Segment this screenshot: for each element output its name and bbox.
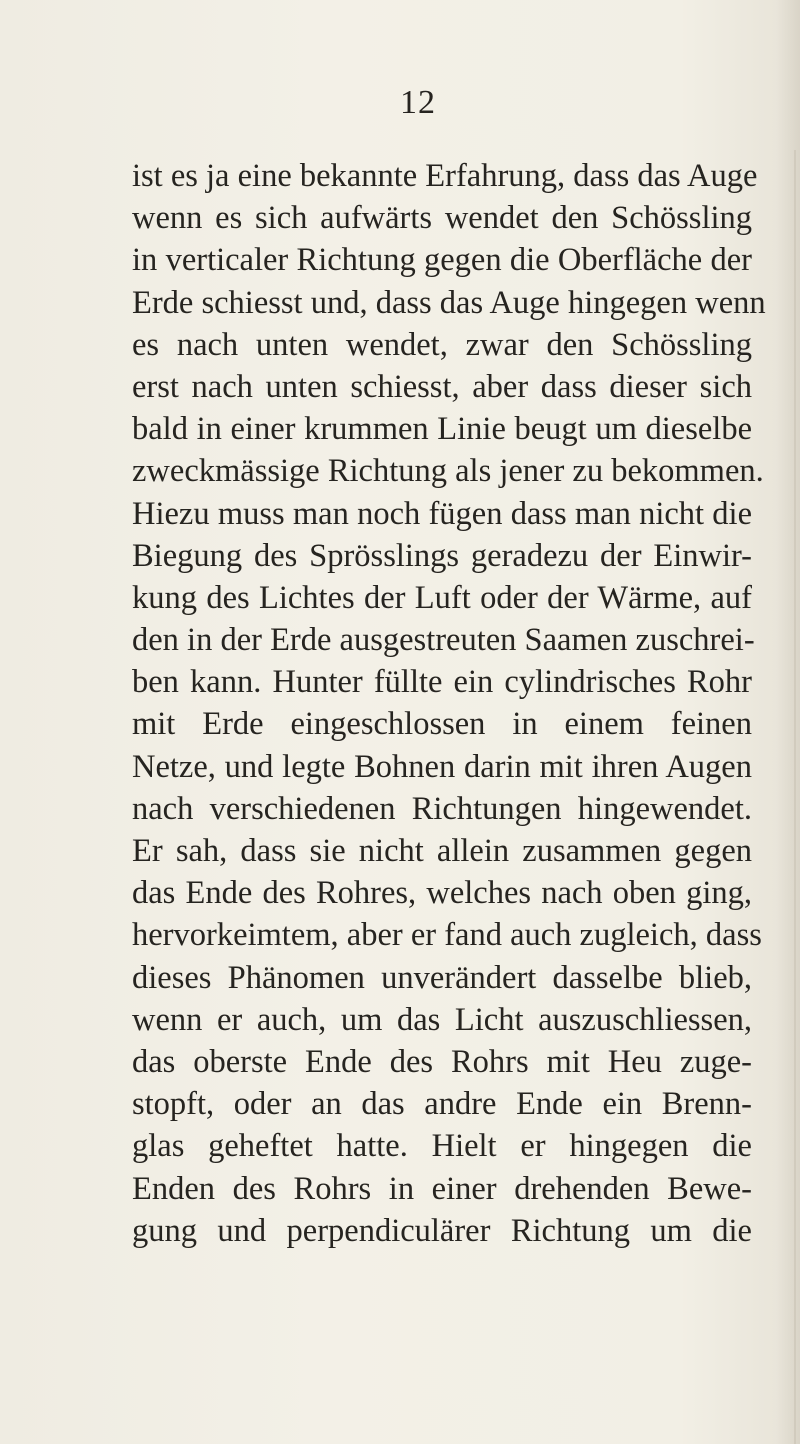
text-line: zweckmässige Richtung als jener zu bekommen.	[132, 453, 764, 490]
text-line: stopft, oder an das andre Ende ein Brenn-	[132, 1086, 752, 1123]
text-line: Netze, und legte Bohnen darin mit ihren Augen	[132, 748, 752, 785]
text-line: kung des Lichtes der Luft oder der Wärme, auf	[132, 579, 752, 616]
text-line: wenn er auch, um das Licht auszuschliessen,	[132, 1001, 752, 1038]
text-line: es nach unten wendet, zwar den Schössling	[132, 326, 752, 363]
text-line: gung und perpendiculärer Richtung um die	[132, 1212, 752, 1249]
text-line: nach verschiedenen Richtungen hingewendet.	[132, 790, 752, 827]
text-line: wenn es sich aufwärts wendet den Schössling	[132, 200, 752, 237]
text-line: ben kann. Hunter füllte ein cylindrisches Rohr	[132, 664, 752, 701]
text-line: Hiezu muss man noch fügen dass man nicht die	[132, 495, 752, 532]
text-line: ist es ja eine bekannte Erfahrung, dass das Auge	[132, 158, 758, 194]
text-line: erst nach unten schiesst, aber dass dieser sich	[132, 368, 752, 405]
text-line: den in der Erde ausgestreuten Saamen zuschrei-	[132, 622, 755, 659]
text-line: hervorkeimtem, aber er fand auch zugleich, dass	[132, 917, 762, 954]
text-line: bald in einer krummen Linie beugt um dieselbe	[132, 411, 752, 448]
text-line: Erde schiesst und, dass das Auge hingegen wenn	[132, 284, 766, 321]
text-line: das Ende des Rohres, welches nach oben ging,	[132, 875, 752, 912]
text-line: das oberste Ende des Rohrs mit Heu zuge-	[132, 1043, 752, 1080]
text-line: Enden des Rohrs in einer drehenden Bewe-	[132, 1170, 752, 1207]
text-line: mit Erde eingeschlossen in einem feinen	[132, 706, 752, 743]
page-edge-shadow	[794, 150, 796, 1444]
text-line: dieses Phänomen unverändert dasselbe blieb,	[132, 959, 752, 996]
text-line: Biegung des Sprösslings geradezu der Einwir-	[132, 537, 752, 574]
body-text	[132, 155, 766, 1252]
text-line: Er sah, dass sie nicht allein zusammen gegen	[132, 833, 752, 869]
text-line: glas geheftet hatte. Hielt er hingegen die	[132, 1128, 752, 1165]
page-number: 12	[400, 84, 436, 121]
text-line: in verticaler Richtung gegen die Oberfläche der	[132, 242, 752, 279]
